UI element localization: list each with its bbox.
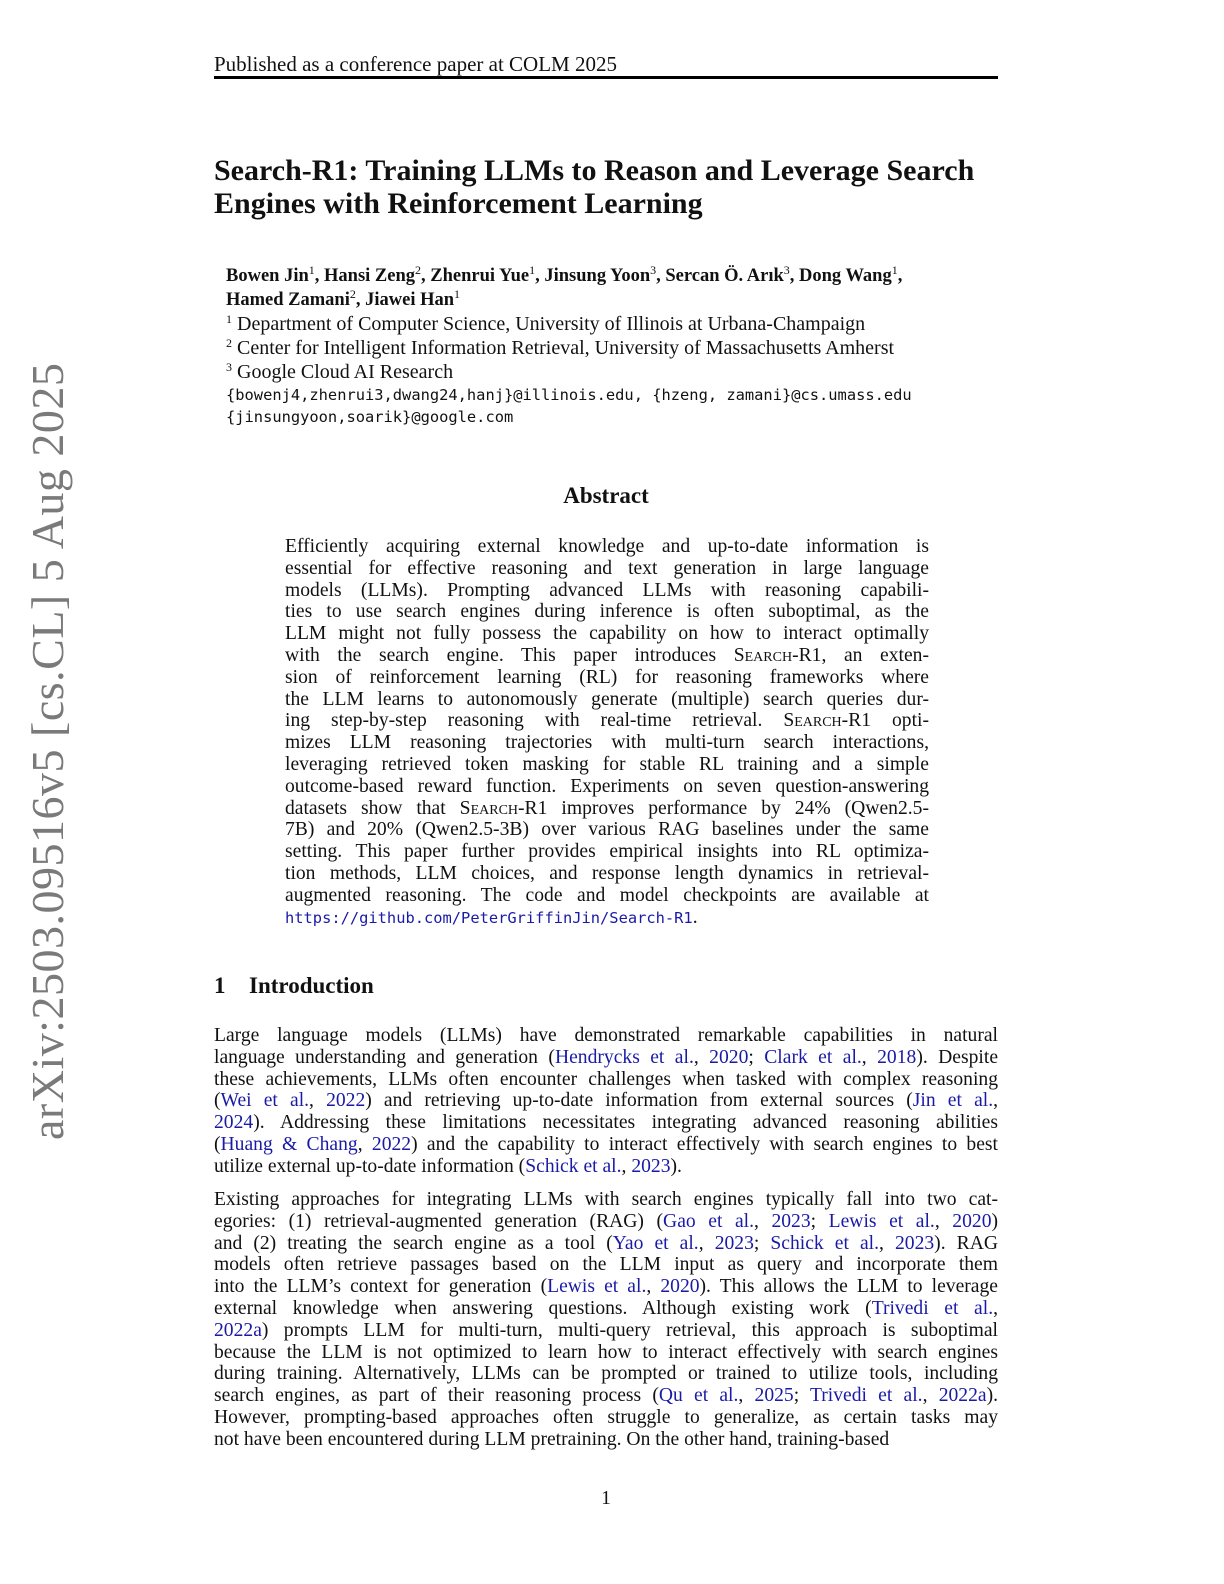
citation-link[interactable]: 2022 — [326, 1090, 366, 1112]
text-line — [285, 536, 929, 558]
citation-link[interactable]: Trivedi et al. — [810, 1385, 923, 1407]
text-run: tion methods, LLM choices, and response length dynamics in retrieval- — [285, 862, 929, 884]
affiliation-number: 1 — [226, 312, 232, 326]
text-run: and (2) treating the search engine as a tool ( — [214, 1232, 613, 1254]
email-block — [226, 384, 1006, 428]
abstract-heading: Abstract — [563, 483, 649, 508]
text-run: Efficiently acquiring external knowledge and up-to-date information is — [285, 536, 929, 557]
text-line — [214, 1090, 998, 1112]
text-line — [285, 667, 929, 689]
citation-link[interactable]: 2020 — [660, 1276, 700, 1298]
citation-link[interactable]: Lewis et al. — [828, 1210, 935, 1232]
text-run: into the LLM’s context for generation ( — [214, 1276, 548, 1298]
text-run: Existing approaches for integrating LLMs with search engines typically fall into two cat- — [214, 1189, 998, 1210]
text-run: , — [934, 1210, 953, 1232]
citation-link[interactable]: Jin et al. — [912, 1090, 994, 1112]
citation-link[interactable]: 2025 — [754, 1385, 794, 1407]
text-line — [285, 601, 929, 623]
text-line — [214, 1363, 998, 1385]
citation-link[interactable]: Yao et al. — [612, 1232, 699, 1254]
text-run: ). Addressing these limitations necessitates integrating advanced reasoning abilities — [253, 1112, 998, 1134]
text-run: search engines, as part of their reasoning process ( — [214, 1385, 659, 1407]
text-run: , — [753, 1210, 772, 1232]
text-line — [214, 1276, 998, 1298]
citation-link[interactable]: Hendrycks et al. — [554, 1046, 694, 1068]
author-list — [226, 264, 1026, 312]
author-affiliation-mark: 3 — [783, 263, 790, 277]
text-line — [214, 1385, 998, 1407]
text-line — [285, 689, 929, 711]
text-run: language understanding and generation ( — [214, 1046, 555, 1068]
author-affiliation-mark: 1 — [891, 263, 898, 277]
text-line — [285, 558, 929, 580]
text-run: , — [922, 1385, 939, 1407]
text-run: datasets show that — [285, 797, 460, 819]
text-run: , — [309, 1090, 327, 1112]
text-line — [214, 1211, 998, 1233]
text-run: models often retrieve passages based on the LLM input as query and incorporate them — [214, 1254, 998, 1276]
paper-title — [214, 154, 1004, 220]
intro-paragraph-2 — [214, 1189, 998, 1451]
text-run: ing step-by-step reasoning with real-time retrieval. — [285, 710, 784, 732]
text-run: not have been encountered during LLM pretraining. On the other hand, training-based — [214, 1428, 890, 1450]
citation-link[interactable]: Gao et al. — [663, 1210, 754, 1232]
author-name: Dong Wang — [799, 266, 892, 286]
text-run: ). — [670, 1155, 682, 1177]
code-link[interactable]: https://github.com/PeterGriffinJin/Search-R1 — [285, 908, 693, 927]
text-line — [285, 798, 929, 820]
text-run: . — [692, 906, 698, 928]
text-run: , — [698, 1232, 715, 1254]
text-line — [214, 1112, 998, 1134]
text-run: ; — [793, 1385, 810, 1407]
method-name: Search — [459, 797, 519, 819]
text-run: -R1 opti- — [841, 710, 930, 732]
text-run: during training. Alternatively, LLMs can be prompted or trained to utilize tools, including — [214, 1363, 998, 1385]
page-number: 1 — [601, 1488, 611, 1509]
text-run: ) prompts LLM for multi-turn, multi-query retrieval, this approach is suboptimal — [261, 1319, 998, 1341]
text-line — [214, 1342, 998, 1364]
citation-link[interactable]: 2018 — [877, 1046, 917, 1068]
author-affiliation-mark: 1 — [308, 263, 315, 277]
text-run: ) — [991, 1210, 999, 1232]
author-name: Jinsung Yoon — [544, 266, 651, 286]
text-run: , — [621, 1155, 632, 1177]
citation-link[interactable]: 2023 — [714, 1232, 754, 1254]
text-line — [214, 1320, 998, 1342]
text-run: utilize external up-to-date information ( — [214, 1155, 526, 1177]
text-run: essential for effective reasoning and text generation in large language — [285, 557, 929, 579]
section-number: 1 — [214, 973, 226, 998]
text-run: , — [879, 1232, 895, 1254]
text-line — [214, 1407, 998, 1429]
author-affiliation-mark: 2 — [349, 287, 356, 301]
text-run: ). — [986, 1385, 999, 1407]
text-line — [214, 1233, 998, 1255]
text-run: ) and the capability to interact effectively with search engines to best — [411, 1133, 998, 1155]
text-run: egories: (1) retrieval-augmented generation (RAG) ( — [214, 1210, 664, 1232]
author-name: Hamed Zamani — [226, 290, 350, 310]
text-line — [214, 1429, 998, 1451]
text-run: 7B) and 20% (Qwen2.5-3B) over various RAG baselines under the same — [285, 819, 929, 841]
text-run: mizes LLM reasoning trajectories with multi-turn search interactions, — [285, 732, 929, 754]
title-line: Search-R1: Training LLMs to Reason and Leverage Search — [214, 154, 975, 187]
intro-paragraph-1 — [214, 1025, 998, 1178]
citation-link[interactable]: Schick et al. — [525, 1155, 622, 1177]
text-run: ) and retrieving up-to-date information from external sources ( — [365, 1090, 913, 1112]
text-run: sion of reinforcement learning (RL) for reasoning frameworks where — [285, 666, 929, 688]
author-name: Zhenrui Yue — [430, 266, 530, 286]
citation-link[interactable]: Schick et al. — [770, 1232, 880, 1254]
affiliation-line — [226, 312, 1006, 336]
citation-link[interactable]: 2020 — [709, 1046, 749, 1068]
email-line[interactable]: {bowenj4,zhenrui3,dwang24,hanj}@illinois.edu, {hzeng, zamani}@cs.umass.edu — [226, 386, 912, 404]
text-run: -R1, an exten- — [792, 644, 929, 666]
section-heading — [214, 972, 998, 1000]
author-affiliation-mark: 3 — [650, 263, 657, 277]
method-name: Search — [783, 710, 842, 732]
author-line: Hamed Zamani$^2$, Jiawei Han$^1$ — [226, 287, 461, 310]
text-run: , — [738, 1385, 755, 1407]
text-run: , — [646, 1276, 661, 1298]
text-run: , — [693, 1046, 710, 1068]
affiliation-text: Google Cloud AI Research — [232, 361, 454, 383]
text-line — [285, 710, 929, 732]
affiliation-line — [226, 360, 1006, 384]
text-line — [285, 885, 929, 907]
text-line — [285, 841, 929, 863]
affiliation-number: 3 — [226, 360, 232, 374]
citation-link[interactable]: 2023 — [631, 1155, 671, 1177]
text-run: , — [861, 1046, 878, 1068]
text-run: , — [993, 1297, 998, 1319]
citation-link[interactable]: Clark et al. — [764, 1046, 862, 1068]
text-run: -R1 improves performance by 24% (Qwen2.5- — [518, 797, 929, 819]
text-run: outcome-based reward function. Experiments on seven question-answering — [285, 775, 929, 797]
text-run: models (LLMs). Prompting advanced LLMs with reasoning capabili- — [285, 579, 929, 601]
text-run: leveraging retrieved token masking for stable RL training and a simple — [285, 753, 929, 775]
text-run: ). Despite — [916, 1046, 999, 1068]
text-run: LLM might not fully possess the capability on how to interact optimally — [285, 623, 929, 645]
text-run: external knowledge when answering questions. Although existing work ( — [214, 1297, 872, 1319]
method-name: Search — [733, 644, 793, 666]
text-line — [285, 754, 929, 776]
text-line — [214, 1189, 998, 1211]
text-line — [285, 580, 929, 602]
text-line — [214, 1025, 998, 1047]
text-line — [285, 776, 929, 798]
text-line — [214, 1134, 998, 1156]
affiliation-text: Department of Computer Science, University of Illinois at Urbana-Champaign — [232, 313, 866, 335]
author-affiliation-mark: 1 — [529, 263, 536, 277]
citation-link[interactable]: 2022a — [938, 1385, 987, 1407]
header-rule — [214, 76, 998, 79]
text-run: However, prompting-based approaches often struggle to generalize, as certain tasks may — [214, 1406, 998, 1428]
author-affiliation-mark: 1 — [454, 287, 461, 301]
title-line: Engines with Reinforcement Learning — [214, 187, 703, 220]
text-run: ). RAG — [934, 1232, 999, 1254]
citation-link[interactable]: 2023 — [771, 1210, 811, 1232]
affiliation-number: 2 — [226, 336, 232, 350]
citation-link[interactable]: Wei et al. — [220, 1090, 310, 1112]
running-header: Published as a conference paper at COLM 2025 — [214, 52, 617, 76]
abstract-body — [285, 536, 929, 928]
citation-link[interactable]: 2022 — [371, 1133, 412, 1155]
text-run: augmented reasoning. The code and model checkpoints are available at — [285, 884, 929, 906]
text-line — [285, 645, 929, 667]
author-name: Jiawei Han — [365, 290, 455, 310]
text-run: because the LLM is not optimized to learn how to interact effectively with search engines — [214, 1341, 998, 1363]
text-run: ( — [214, 1090, 221, 1112]
text-run: ties to use search engines during inference is often suboptimal, as the — [285, 601, 929, 623]
text-line — [285, 863, 929, 885]
citation-link[interactable]: Huang & Chang — [220, 1133, 358, 1155]
author-line: Bowen Jin$^1$, Hansi Zeng$^2$, Zhenrui Yue$^1$, Jinsung Yoon$^3$, Sercan Ö. Arık$^3$, Dong Wang$^1$, — [226, 263, 903, 286]
text-run: these achievements, LLMs often encounter challenges when tasked with complex reasoning — [214, 1068, 998, 1090]
text-run: setting. This paper further provides empirical insights into RL optimiza- — [285, 841, 929, 863]
text-run: ). This allows the LLM to leverage — [699, 1276, 998, 1298]
text-run: , — [357, 1133, 372, 1155]
text-line — [214, 1254, 998, 1276]
text-run: with the search engine. This paper introduces — [285, 644, 734, 666]
citation-link[interactable]: Trivedi et al. — [871, 1297, 994, 1319]
section-title: Introduction — [249, 973, 374, 998]
text-line — [214, 1047, 998, 1069]
text-line — [285, 907, 929, 929]
text-line — [214, 1069, 998, 1091]
text-run: the LLM learns to autonomously generate (multiple) search queries dur- — [285, 688, 929, 710]
text-line — [214, 1298, 998, 1320]
text-line — [285, 623, 929, 645]
text-run: Large language models (LLMs) have demonstrated remarkable capabilities in natural — [214, 1025, 998, 1046]
citation-link[interactable]: 2023 — [894, 1232, 935, 1254]
text-run: ( — [214, 1133, 221, 1155]
author-name: Bowen Jin — [226, 266, 309, 286]
citation-link[interactable]: 2022a — [214, 1319, 262, 1341]
citation-link[interactable]: Qu et al. — [658, 1385, 739, 1407]
citation-link[interactable]: 2024 — [214, 1112, 254, 1134]
email-line[interactable]: {jinsungyoon,soarik}@google.com — [226, 408, 514, 426]
text-line — [285, 819, 929, 841]
text-run: ; — [810, 1210, 829, 1232]
text-run: ; — [748, 1046, 765, 1068]
author-name: Hansi Zeng — [324, 266, 415, 286]
text-line — [214, 1156, 998, 1178]
affiliation-line — [226, 336, 1006, 360]
affiliation-list — [226, 312, 1006, 384]
author-affiliation-mark: 2 — [415, 263, 421, 277]
arxiv-side-stamp: arXiv:2503.09516v5 [cs.CL] 5 Aug 2025 — [22, 362, 73, 1140]
citation-link[interactable]: 2020 — [952, 1210, 992, 1232]
text-run: , — [993, 1090, 999, 1112]
author-name: Sercan Ö. Arık — [665, 266, 784, 286]
text-line — [285, 732, 929, 754]
text-run: ; — [753, 1232, 771, 1254]
citation-link[interactable]: Lewis et al. — [547, 1276, 647, 1298]
affiliation-text: Center for Intelligent Information Retrieval, University of Massachusetts Amherst — [232, 337, 895, 359]
